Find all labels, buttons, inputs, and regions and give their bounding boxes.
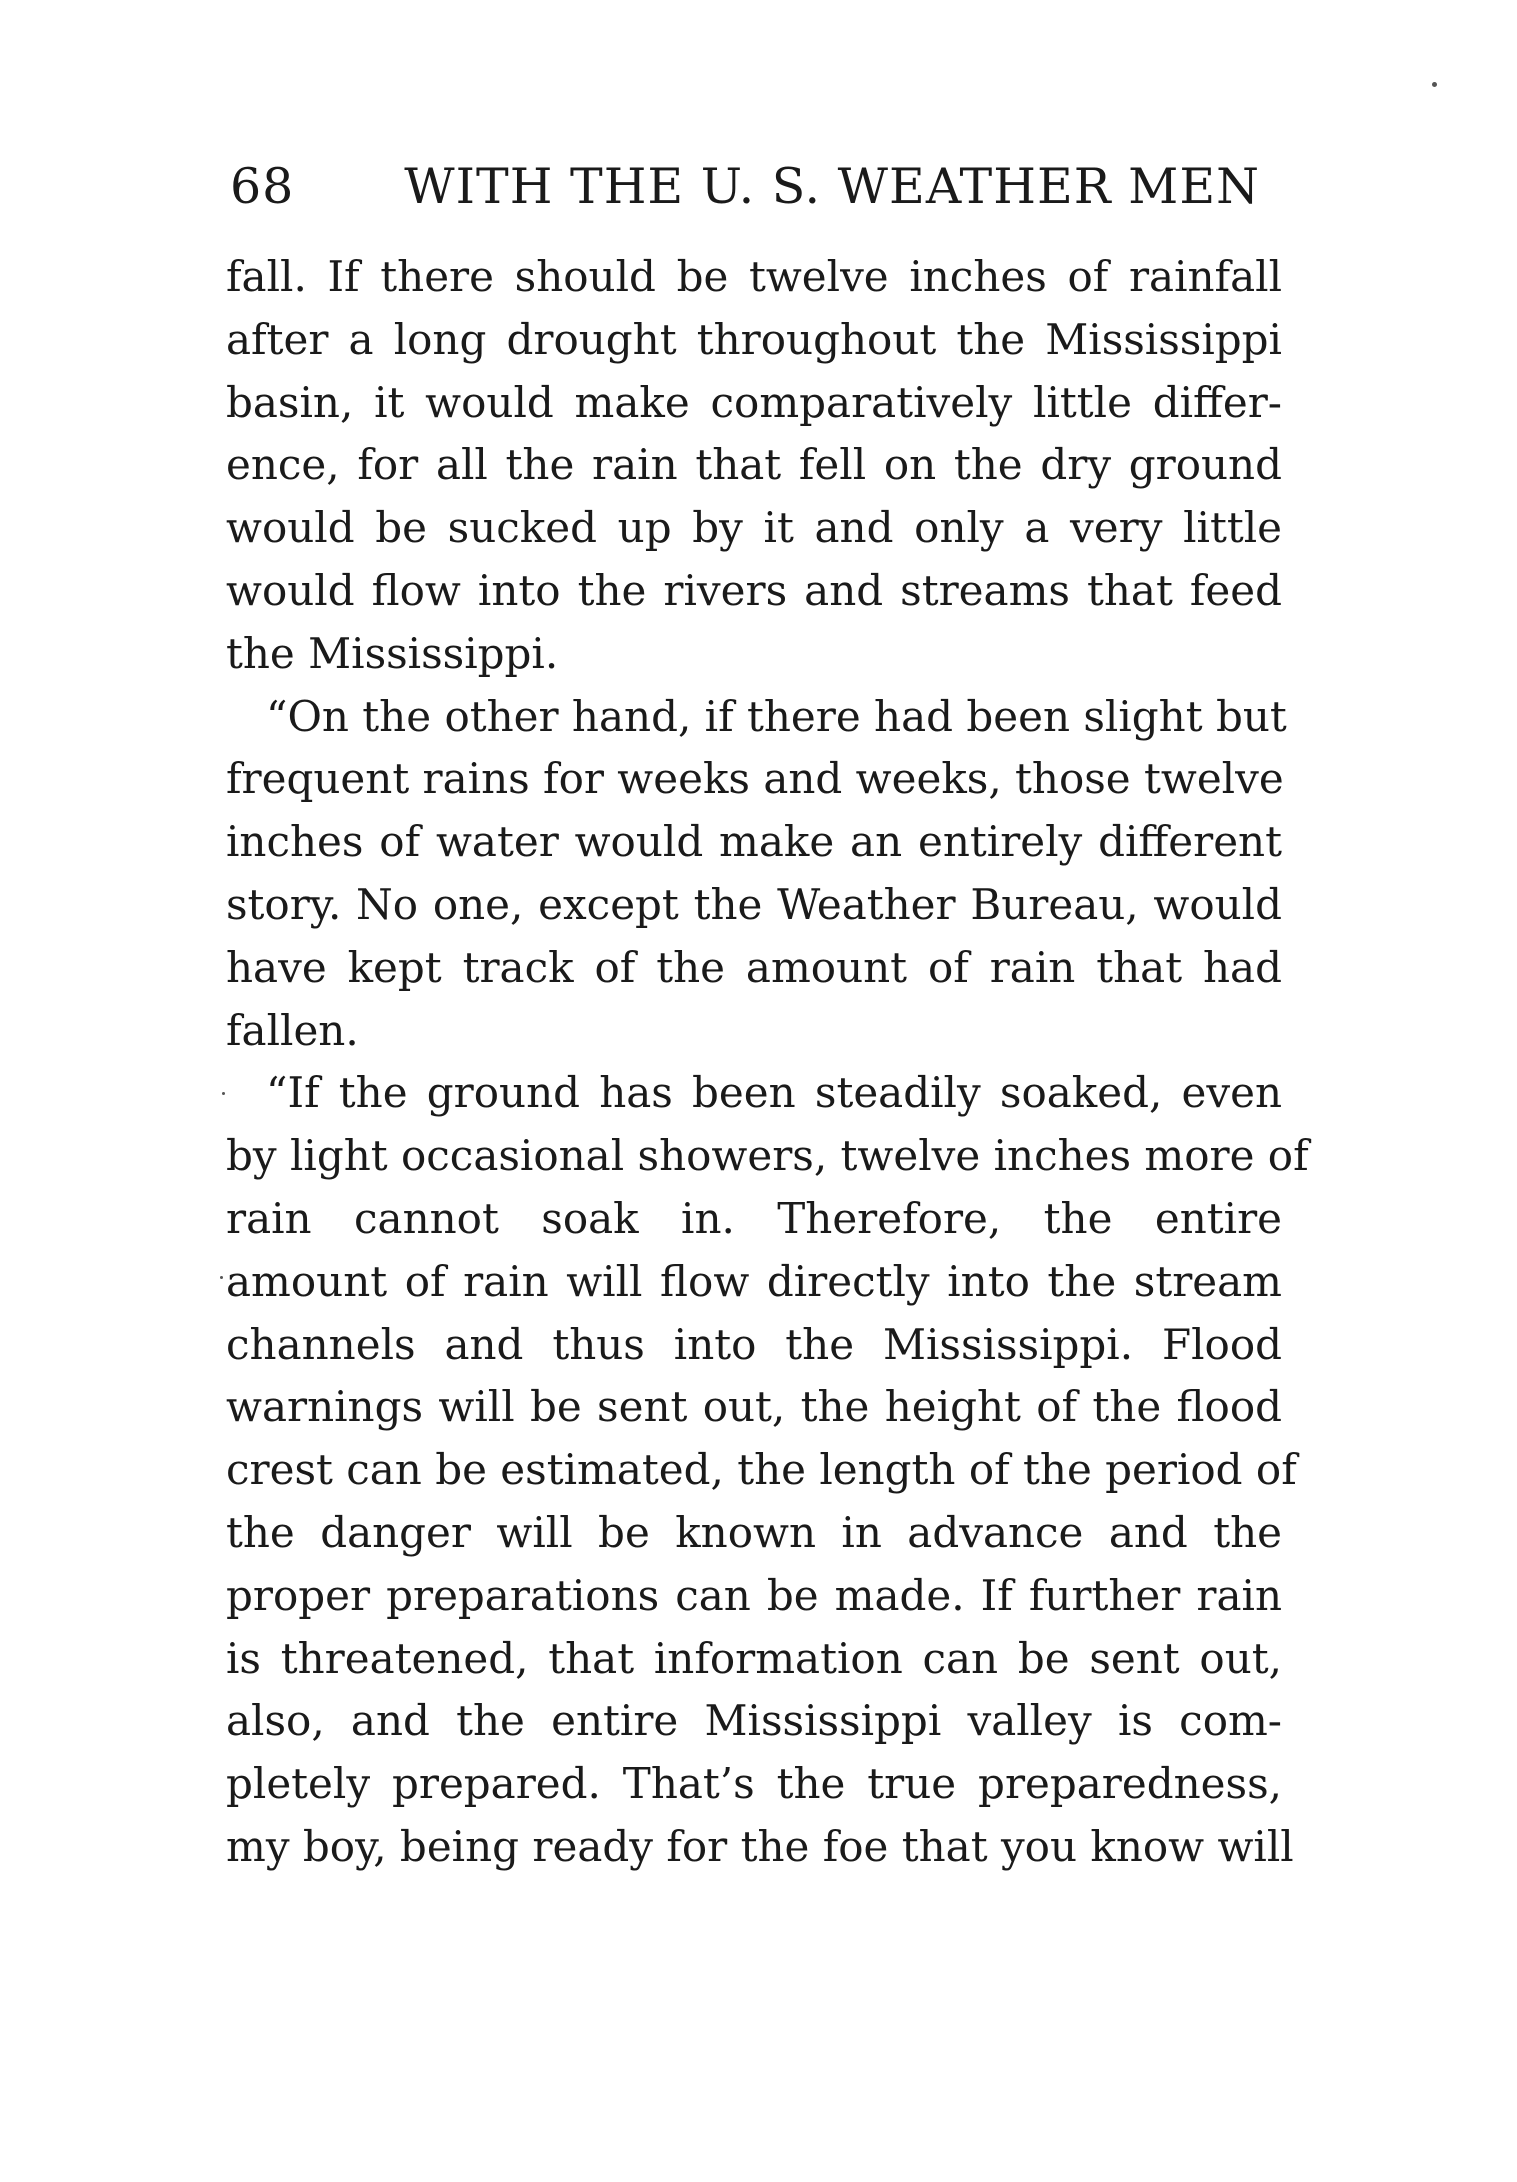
text-line: the Mississippi. xyxy=(226,628,559,678)
text-line: basin, it would make comparatively little differ- xyxy=(226,377,1282,427)
text-line: “On the other hand, if there had been slight but xyxy=(266,691,1287,741)
text-line: rain cannot soak in. Therefore, the entire xyxy=(226,1193,1282,1243)
page-number: 68 xyxy=(230,158,295,215)
text-line: amount of rain will flow directly into the stream xyxy=(226,1256,1282,1306)
text-line: warnings will be sent out, the height of the flood xyxy=(226,1382,1282,1432)
paragraph-2 xyxy=(226,686,1287,1063)
scan-speck xyxy=(220,1276,223,1279)
page-header xyxy=(230,152,1260,222)
text-line: inches of water would make an entirely different xyxy=(226,817,1282,867)
text-line: story. No one, except the Weather Bureau, would xyxy=(226,879,1282,929)
text-line: pletely prepared. That’s the true preparedness, xyxy=(226,1759,1282,1809)
paragraph-1 xyxy=(226,246,1282,686)
text-line: my boy, being ready for the foe that you know will xyxy=(226,1821,1294,1871)
text-line: channels and thus into the Mississippi. Flood xyxy=(226,1319,1282,1369)
text-line: would be sucked up by it and only a very little xyxy=(226,503,1282,553)
scan-speck xyxy=(222,1092,225,1095)
text-line: crest can be estimated, the length of the period of xyxy=(226,1445,1297,1495)
text-line: frequent rains for weeks and weeks, those twelve xyxy=(226,754,1284,804)
text-line: proper preparations can be made. If further rain xyxy=(226,1570,1282,1620)
text-line: fallen. xyxy=(226,1005,359,1055)
paragraph-3 xyxy=(226,1062,1309,1878)
text-line: would flow into the rivers and streams that feed xyxy=(226,565,1282,615)
text-line: “If the ground has been steadily soaked, even xyxy=(266,1068,1282,1118)
text-line: by light occasional showers, twelve inches more of xyxy=(226,1131,1309,1181)
running-title: WITH THE U. S. WEATHER MEN xyxy=(404,158,1260,215)
text-line: fall. If there should be twelve inches of rainfall xyxy=(226,252,1282,301)
text-line: also, and the entire Mississippi valley is com- xyxy=(226,1696,1282,1746)
body-text xyxy=(226,246,1309,1879)
text-line: the danger will be known in advance and the xyxy=(226,1507,1282,1557)
text-line: ence, for all the rain that fell on the dry ground xyxy=(226,440,1282,490)
text-line: is threatened, that information can be sent out, xyxy=(226,1633,1282,1683)
scan-speck xyxy=(1432,82,1437,87)
text-line: after a long drought throughout the Mississippi xyxy=(226,314,1282,364)
text-line: have kept track of the amount of rain that had xyxy=(226,942,1282,992)
